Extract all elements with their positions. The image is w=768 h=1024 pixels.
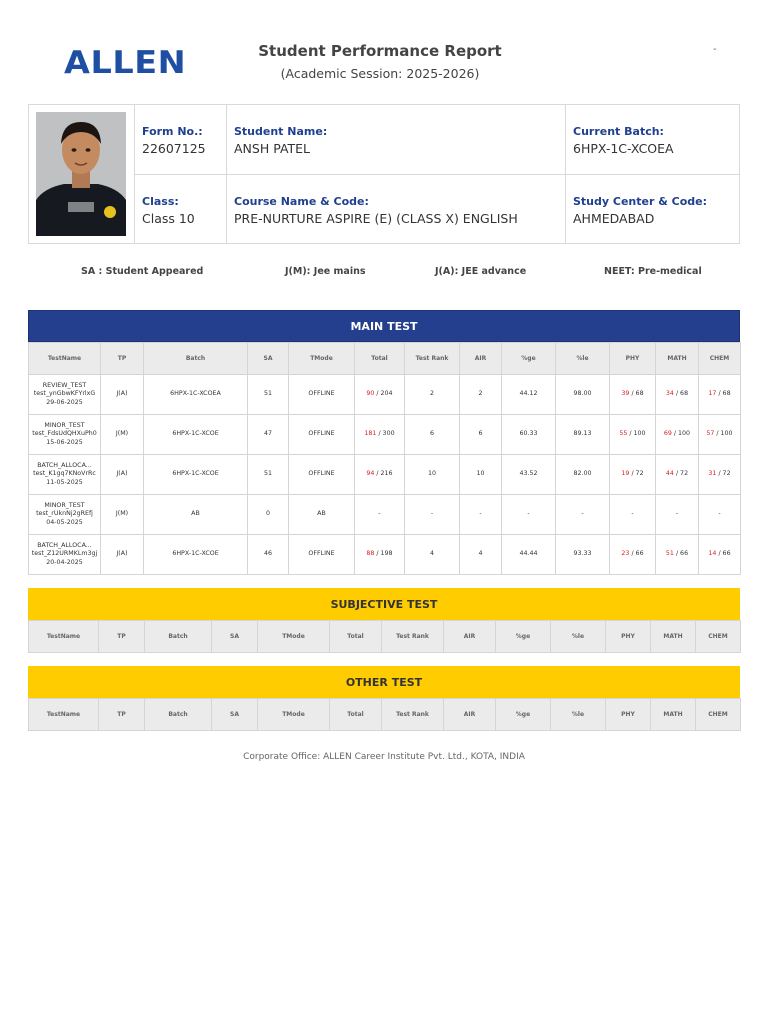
table-row bbox=[29, 455, 741, 495]
photo-cell bbox=[29, 105, 135, 243]
col-math: MATH bbox=[651, 699, 696, 731]
col-chem: CHEM bbox=[699, 343, 741, 375]
student-photo bbox=[36, 112, 126, 236]
other-test-table bbox=[28, 698, 741, 731]
main-test-header-row bbox=[29, 343, 741, 375]
col-sa: SA bbox=[248, 343, 289, 375]
percentile-cell: 93.33 bbox=[556, 535, 610, 575]
col-air: AIR bbox=[444, 621, 496, 653]
math-cell: 34 / 68 bbox=[656, 375, 699, 415]
total-cell: 181 / 300 bbox=[355, 415, 405, 455]
batch-cell: 6HPX-1C-XCOE bbox=[144, 455, 248, 495]
math-cell: 51 / 66 bbox=[656, 535, 699, 575]
other-test-header: OTHER TEST bbox=[28, 666, 740, 698]
subjective-test-header-row bbox=[29, 621, 741, 653]
batch-cell: 6HPX-1C-XCOE bbox=[144, 415, 248, 455]
course-value: PRE-NURTURE ASPIRE (E) (CLASS X) ENGLISH bbox=[234, 211, 518, 226]
subjective-test-table bbox=[28, 620, 741, 653]
test-rank-cell: 4 bbox=[405, 535, 460, 575]
air-cell: 4 bbox=[460, 535, 502, 575]
phy-cell: - bbox=[610, 495, 656, 535]
current-batch-label: Current Batch: bbox=[573, 125, 664, 138]
col-math: MATH bbox=[656, 343, 699, 375]
percentile-cell: 82.00 bbox=[556, 455, 610, 495]
corner-mark: - bbox=[713, 44, 717, 55]
col-pge: %ge bbox=[496, 621, 551, 653]
col-phy: PHY bbox=[606, 699, 651, 731]
student-photo-illustration bbox=[36, 112, 126, 236]
form-no-cell bbox=[134, 105, 226, 156]
form-no-label: Form No.: bbox=[142, 125, 203, 138]
other-test-header-row bbox=[29, 699, 741, 731]
col-ple: %le bbox=[556, 343, 610, 375]
col-air: AIR bbox=[460, 343, 502, 375]
col-total: Total bbox=[355, 343, 405, 375]
col-ple: %le bbox=[551, 699, 606, 731]
percentile-cell: 98.00 bbox=[556, 375, 610, 415]
percentage-cell: 43.52 bbox=[502, 455, 556, 495]
academic-session: (Academic Session: 2025-2026) bbox=[280, 66, 480, 81]
air-cell: 2 bbox=[460, 375, 502, 415]
main-test-table bbox=[28, 342, 741, 575]
col-test-rank: Test Rank bbox=[382, 699, 444, 731]
tmode-cell: OFFLINE bbox=[289, 375, 355, 415]
class-label: Class: bbox=[142, 195, 179, 208]
col-batch: Batch bbox=[145, 621, 212, 653]
tmode-cell: OFFLINE bbox=[289, 415, 355, 455]
legend-jee-advance: J(A): JEE advance bbox=[435, 266, 527, 277]
col-sa: SA bbox=[212, 621, 258, 653]
sa-cell: 47 bbox=[248, 415, 289, 455]
student-name-label: Student Name: bbox=[234, 125, 328, 138]
phy-cell: 55 / 100 bbox=[610, 415, 656, 455]
math-cell: 44 / 72 bbox=[656, 455, 699, 495]
col-tmode: TMode bbox=[258, 621, 330, 653]
sa-cell: 51 bbox=[248, 375, 289, 415]
legend-neet: NEET: Pre-medical bbox=[604, 266, 702, 277]
test-name-cell: REVIEW_TEST test_ynGbwKFYrlxG 29-06-2025 bbox=[29, 375, 101, 415]
col-testname: TestName bbox=[29, 699, 99, 731]
allen-logo: ALLEN bbox=[64, 45, 187, 81]
class-value: Class 10 bbox=[142, 211, 195, 226]
total-cell: - bbox=[355, 495, 405, 535]
tp-cell: J(A) bbox=[101, 375, 144, 415]
batch-cell: 6HPX-1C-XCOEA bbox=[144, 375, 248, 415]
chem-cell: 57 / 100 bbox=[699, 415, 741, 455]
table-row bbox=[29, 375, 741, 415]
chem-cell: 31 / 72 bbox=[699, 455, 741, 495]
tp-cell: J(A) bbox=[101, 535, 144, 575]
subjective-test-header: SUBJECTIVE TEST bbox=[28, 588, 740, 620]
chem-cell: 14 / 66 bbox=[699, 535, 741, 575]
col-batch: Batch bbox=[144, 343, 248, 375]
study-center-value: AHMEDABAD bbox=[573, 211, 655, 226]
col-testname: TestName bbox=[29, 621, 99, 653]
percentage-cell: - bbox=[502, 495, 556, 535]
col-total: Total bbox=[330, 699, 382, 731]
col-total: Total bbox=[330, 621, 382, 653]
phy-cell: 23 / 66 bbox=[610, 535, 656, 575]
col-pge: %ge bbox=[502, 343, 556, 375]
percentage-cell: 60.33 bbox=[502, 415, 556, 455]
col-chem: CHEM bbox=[696, 621, 741, 653]
sa-cell: 0 bbox=[248, 495, 289, 535]
tp-cell: J(A) bbox=[101, 455, 144, 495]
student-name-value: ANSH PATEL bbox=[234, 141, 311, 156]
total-cell: 90 / 204 bbox=[355, 375, 405, 415]
test-rank-cell: 2 bbox=[405, 375, 460, 415]
sa-cell: 51 bbox=[248, 455, 289, 495]
test-name-cell: BATCH_ALLOCA... test_K1gq7KNoVrRc 11-05-2025 bbox=[29, 455, 101, 495]
percentile-cell: - bbox=[556, 495, 610, 535]
form-no-value: 22607125 bbox=[142, 141, 206, 156]
study-center-cell bbox=[565, 175, 739, 226]
col-test-rank: Test Rank bbox=[405, 343, 460, 375]
current-batch-value: 6HPX-1C-XCOEA bbox=[573, 141, 674, 156]
col-air: AIR bbox=[444, 699, 496, 731]
col-batch: Batch bbox=[145, 699, 212, 731]
batch-cell: 6HPX-1C-XCOE bbox=[144, 535, 248, 575]
tmode-cell: AB bbox=[289, 495, 355, 535]
math-cell: 69 / 100 bbox=[656, 415, 699, 455]
test-name-cell: MINOR_TEST test_rUknNj2gREfj 04-05-2025 bbox=[29, 495, 101, 535]
col-tp: TP bbox=[99, 699, 145, 731]
air-cell: 6 bbox=[460, 415, 502, 455]
tp-cell: J(M) bbox=[101, 415, 144, 455]
col-pge: %ge bbox=[496, 699, 551, 731]
main-test-header: MAIN TEST bbox=[28, 310, 740, 342]
study-center-label: Study Center & Code: bbox=[573, 195, 708, 208]
course-cell bbox=[226, 175, 565, 226]
current-batch-cell bbox=[565, 105, 739, 156]
col-ple: %le bbox=[551, 621, 606, 653]
table-row bbox=[29, 415, 741, 455]
col-phy: PHY bbox=[606, 621, 651, 653]
percentage-cell: 44.44 bbox=[502, 535, 556, 575]
air-cell: - bbox=[460, 495, 502, 535]
sa-cell: 46 bbox=[248, 535, 289, 575]
percentile-cell: 89.13 bbox=[556, 415, 610, 455]
test-rank-cell: 10 bbox=[405, 455, 460, 495]
corporate-office-footer: Corporate Office: ALLEN Career Institute Pvt. Ltd., KOTA, INDIA bbox=[243, 752, 525, 762]
student-name-cell bbox=[226, 105, 565, 156]
chem-cell: - bbox=[699, 495, 741, 535]
col-tp: TP bbox=[99, 621, 145, 653]
air-cell: 10 bbox=[460, 455, 502, 495]
total-cell: 94 / 216 bbox=[355, 455, 405, 495]
test-rank-cell: 6 bbox=[405, 415, 460, 455]
col-sa: SA bbox=[212, 699, 258, 731]
col-phy: PHY bbox=[610, 343, 656, 375]
test-name-cell: BATCH_ALLOCA... test_Z12URMKLm3gj 20-04-2025 bbox=[29, 535, 101, 575]
phy-cell: 19 / 72 bbox=[610, 455, 656, 495]
legend-sa: SA : Student Appeared bbox=[81, 266, 204, 277]
percentage-cell: 44.12 bbox=[502, 375, 556, 415]
col-tp: TP bbox=[101, 343, 144, 375]
col-test-rank: Test Rank bbox=[382, 621, 444, 653]
tmode-cell: OFFLINE bbox=[289, 455, 355, 495]
col-tmode: TMode bbox=[258, 699, 330, 731]
math-cell: - bbox=[656, 495, 699, 535]
tmode-cell: OFFLINE bbox=[289, 535, 355, 575]
col-testname: TestName bbox=[29, 343, 101, 375]
test-name-cell: MINOR_TEST test_FdsUdQHXuPh0 15-06-2025 bbox=[29, 415, 101, 455]
col-chem: CHEM bbox=[696, 699, 741, 731]
legend-jee-mains: J(M): Jee mains bbox=[285, 266, 366, 277]
col-math: MATH bbox=[651, 621, 696, 653]
test-rank-cell: - bbox=[405, 495, 460, 535]
student-info-panel bbox=[28, 104, 740, 244]
chem-cell: 17 / 68 bbox=[699, 375, 741, 415]
course-label: Course Name & Code: bbox=[234, 195, 369, 208]
tp-cell: J(M) bbox=[101, 495, 144, 535]
table-row bbox=[29, 495, 741, 535]
table-row bbox=[29, 535, 741, 575]
class-cell bbox=[134, 175, 226, 226]
total-cell: 88 / 198 bbox=[355, 535, 405, 575]
batch-cell: AB bbox=[144, 495, 248, 535]
phy-cell: 39 / 68 bbox=[610, 375, 656, 415]
col-tmode: TMode bbox=[289, 343, 355, 375]
report-title: Student Performance Report bbox=[258, 42, 502, 60]
